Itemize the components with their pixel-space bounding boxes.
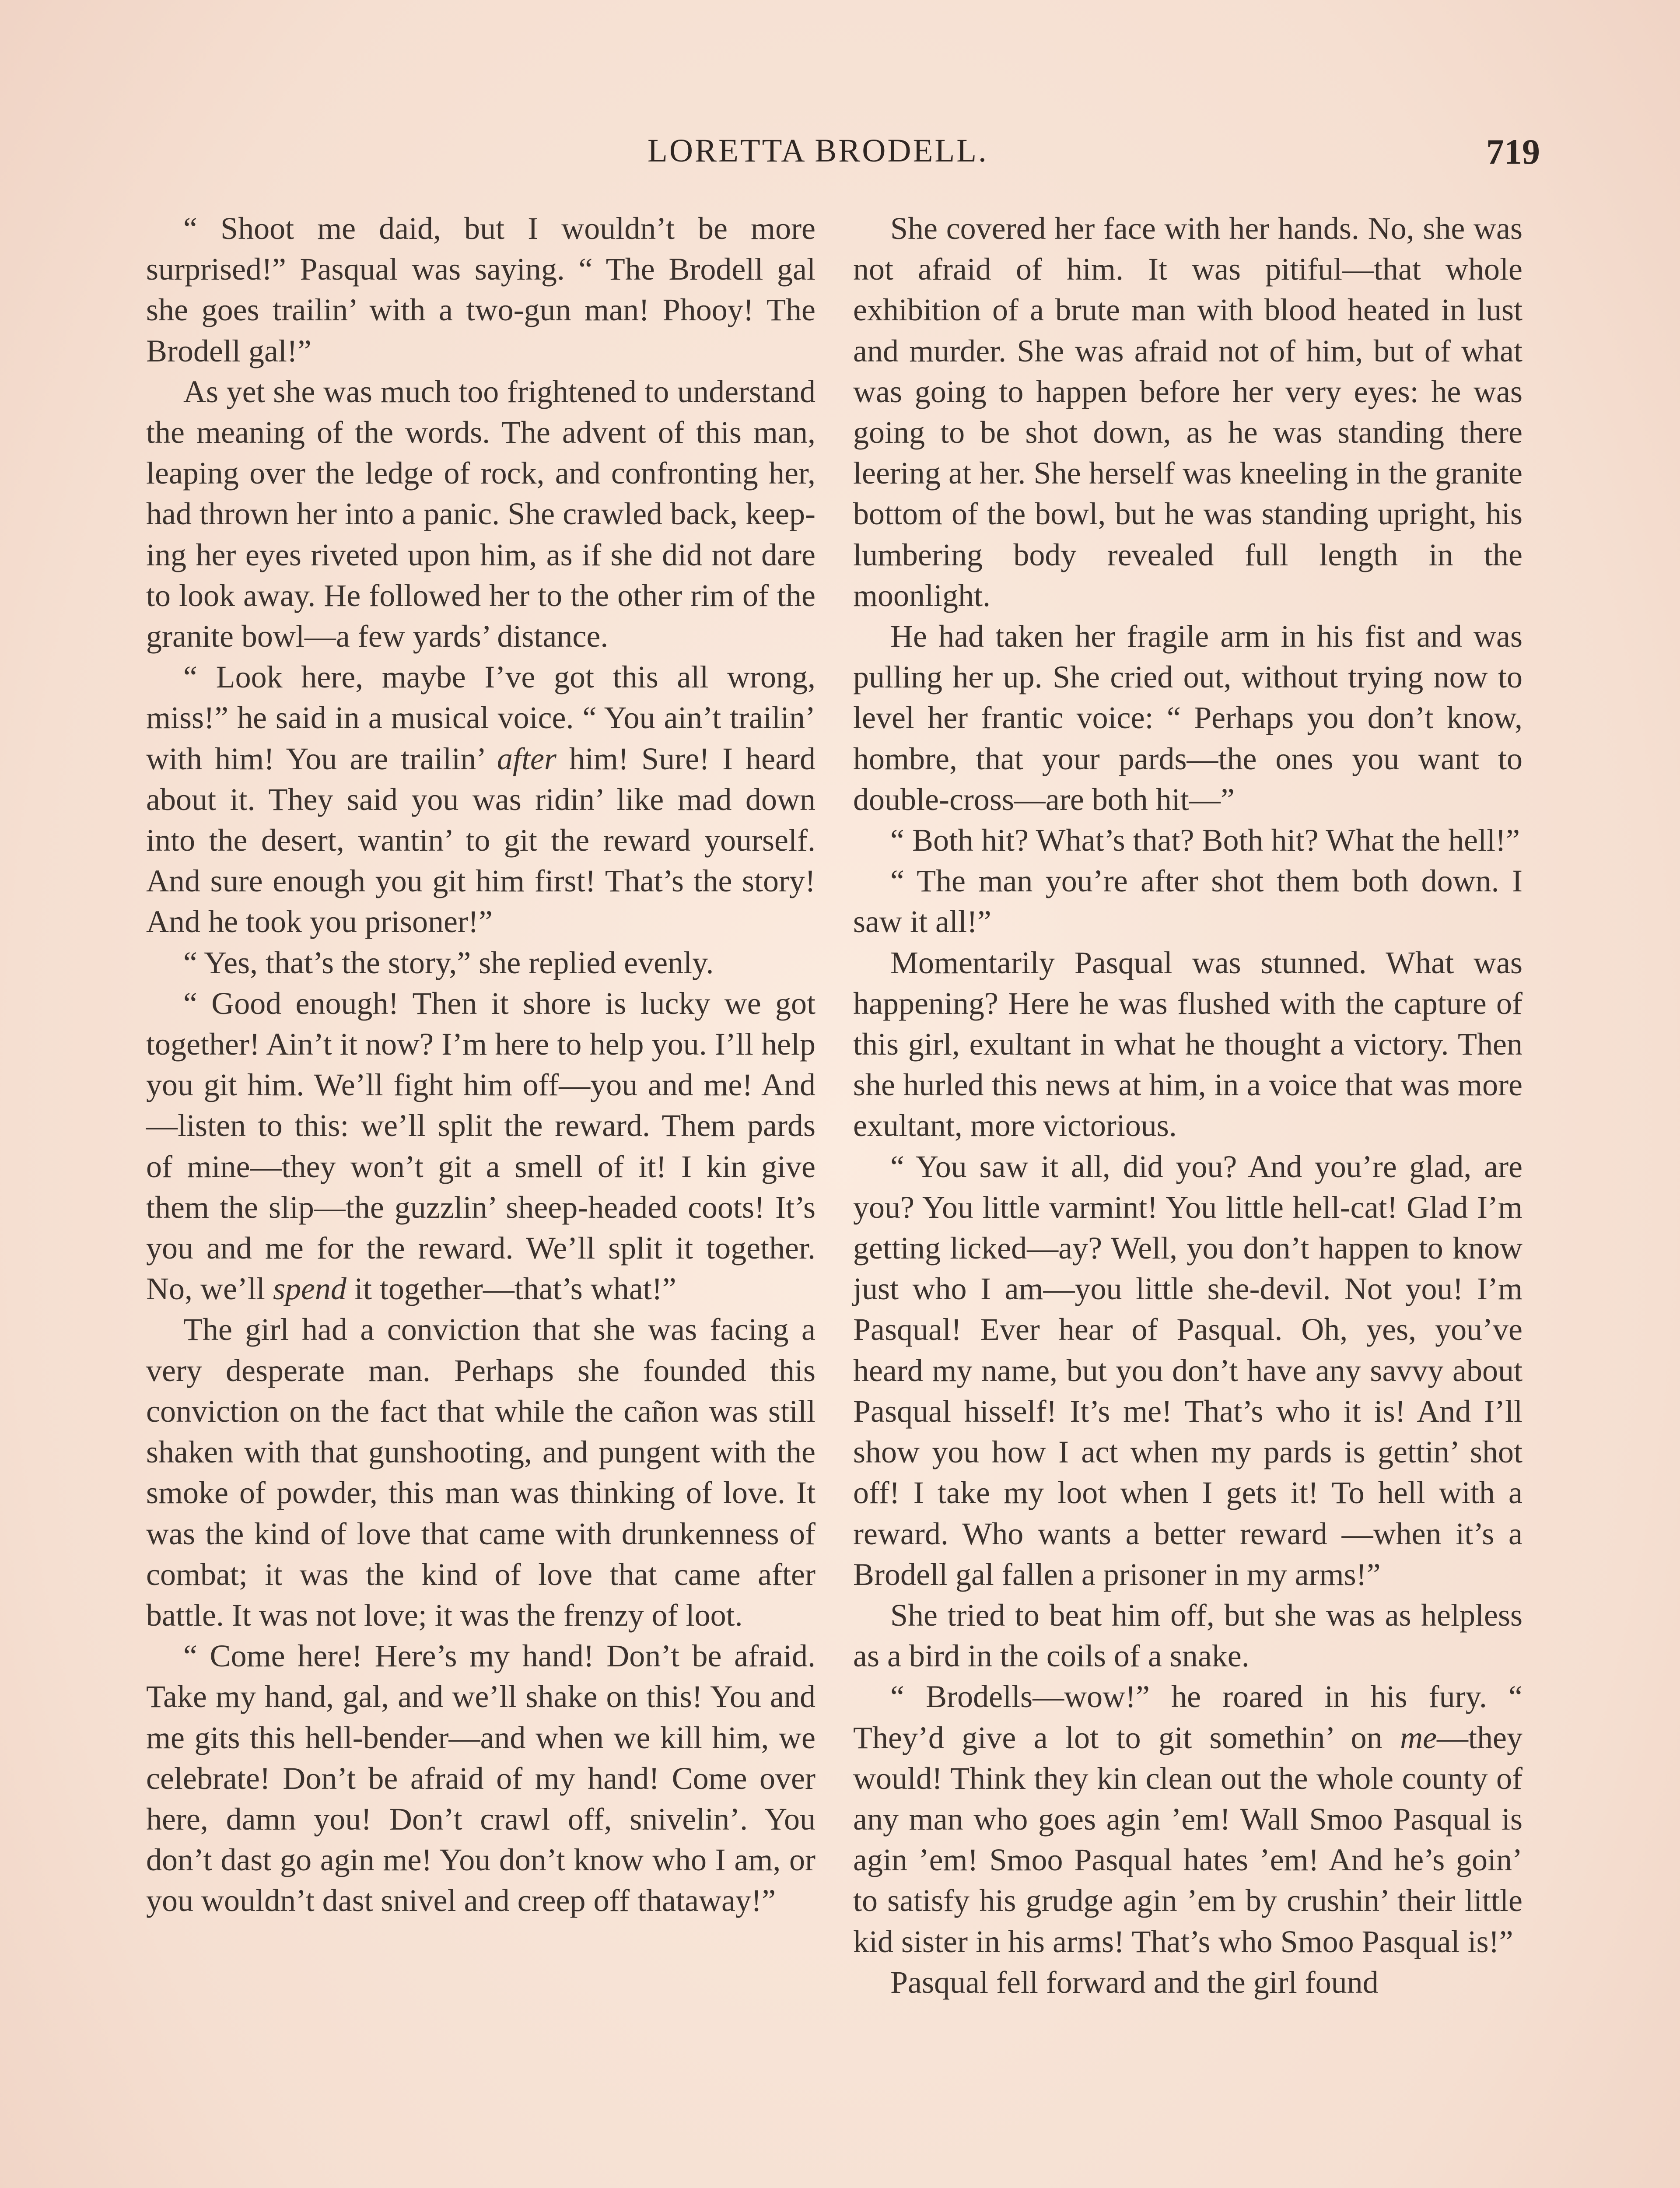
text-run: —they would! Think they kin clean out the whole county of any man who goes agin ’em! Wall Smoo Pasqual is agin ’em! Smoo Pasqual hates ’em! And he’s goin’ to satisfy his grudge agin ’em by crushin’ their little kid sister in his arms! That’s who Smoo Pasqual is!”: [853, 1720, 1522, 1959]
paragraph: “ Come here! Here’s my hand! Don’t be afraid. Take my hand, gal, and we’ll shake on this! You and me gits this hell-bender—and when we kill him, we celebrate! Don’t be afraid of my hand! Come over here, damn you! Don’t crawl off, snivelin’. You don’t dast go agin me! You don’t know who I am, or you wouldn’t dast snivel and creep off thataway!”: [146, 1638, 816, 1918]
text-run: “ Look here, maybe I’ve got this all wrong, miss!” he said in a musical voice. “ You ain’t trailin’ with him! You are trailin’: [146, 659, 816, 776]
running-title: LORETTA BRODELL.: [648, 133, 988, 169]
paragraph: “ Both hit? What’s that? Both hit? What the hell!”: [890, 823, 1520, 858]
paragraph: [853, 1676, 1522, 1962]
italic-word: after: [497, 741, 556, 776]
paragraph: “ Shoot me daid, but I wouldn’t be more surprised!” Pasqual was saying. “ The Brodell gal she goes trailin’ with a two-gun man! Phooy! The Brodell gal!”: [146, 211, 816, 368]
text-run: him! Sure! I heard about it. They said you was ridin’ like mad down into the desert, wantin’ to git the reward yourself. And sure enough you git him first! That’s the story! And he took you prisoner!”: [146, 741, 816, 940]
paragraph: As yet she was much too frightened to understand the meaning of the words. The advent of this man, leaping over the ledge of rock, and confronting her, had thrown her into a panic. She crawled back, keeping her eyes riveted upon him, as if she did not dare to look away. He followed her to the other rim of the granite bowl—a few yards’ distance.: [146, 374, 816, 654]
text-run: it together—that’s what!”: [346, 1271, 676, 1307]
paragraph: [146, 657, 816, 942]
paragraph: “ The man you’re after shot them both down. I saw it all!”: [853, 863, 1522, 940]
paragraph: She covered her face with her hands. No, she was not afraid of him. It was pitiful—that whole exhibition of a brute man with blood heated in lust and murder. She was afraid not of him, but of what was going to happen before her very eyes: he was going to be shot down, as he was standing there leering at her. She herself was kneeling in the granite bottom of the bowl, but he was standing upright, his lumbering body revealed full length in the moonlight.: [853, 211, 1522, 613]
left-text-column: [146, 208, 816, 1922]
right-text-column: [853, 208, 1522, 2003]
text-run: “ Brodells—wow!” he roared in his fury. “ They’d give a lot to git somethin’ on: [853, 1679, 1522, 1755]
italic-word: me: [1400, 1720, 1437, 1755]
paragraph: The girl had a conviction that she was facing a very desperate man. Perhaps she founded this conviction on the fact that while the cañon was still shaken with that gunshooting, and pungent with the smoke of powder, this man was thinking of love. It was the kind of love that came with drunkenness of combat; it was the kind of love that came after battle. It was not love; it was the frenzy of loot.: [146, 1312, 816, 1633]
paragraph: “ You saw it all, did you? And you’re glad, are you? You little varmint! You little hell-cat! Glad I’m getting licked—ay? Well, you don’t happen to know just who I am—you little she-devil. Not you! I’m Pasqual! Ever hear of Pasqual. Oh, yes, you’ve heard my name, but you don’t have any savvy about Pasqual hisself! It’s me! That’s who it is! And I’ll show you how I act when my pards is gettin’ shot off! I take my loot when I gets it! To hell with a reward. Who wants a better reward —when it’s a Brodell gal fallen a prisoner in my arms!”: [853, 1149, 1522, 1592]
paragraph: He had taken her fragile arm in his fist and was pulling her up. She cried out, without trying now to level her frantic voice: “ Perhaps you don’t know, hombre, that your pards—the ones you want to double-cross—are both hit—”: [853, 619, 1522, 817]
page-number: 719: [1486, 132, 1540, 172]
italic-word: spend: [273, 1271, 346, 1307]
paragraph: She tried to beat him off, but she was as helpless as a bird in the coils of a snake.: [853, 1597, 1522, 1674]
paragraph: Pasqual fell forward and the girl found: [890, 1964, 1379, 2000]
paragraph: “ Yes, that’s the story,” she replied evenly.: [183, 945, 714, 980]
paragraph: [146, 983, 816, 1310]
paragraph: Momentarily Pasqual was stunned. What was happening? Here he was flushed with the capture of this girl, exultant in what he thought a victory. Then she hurled this news at him, in a voice that was more exultant, more victorious.: [853, 945, 1522, 1143]
text-run: “ Good enough! Then it shore is lucky we got together! Ain’t it now? I’m here to help you. I’ll help you git him. We’ll fight him off—you and me! And—listen to this: we’ll split the reward. Them pards of mine—they won’t git a smell of it! I kin give them the slip—the guzzlin’ sheep-headed coots! It’s you and me for the reward. We’ll split it together. No, we’ll: [146, 985, 816, 1307]
